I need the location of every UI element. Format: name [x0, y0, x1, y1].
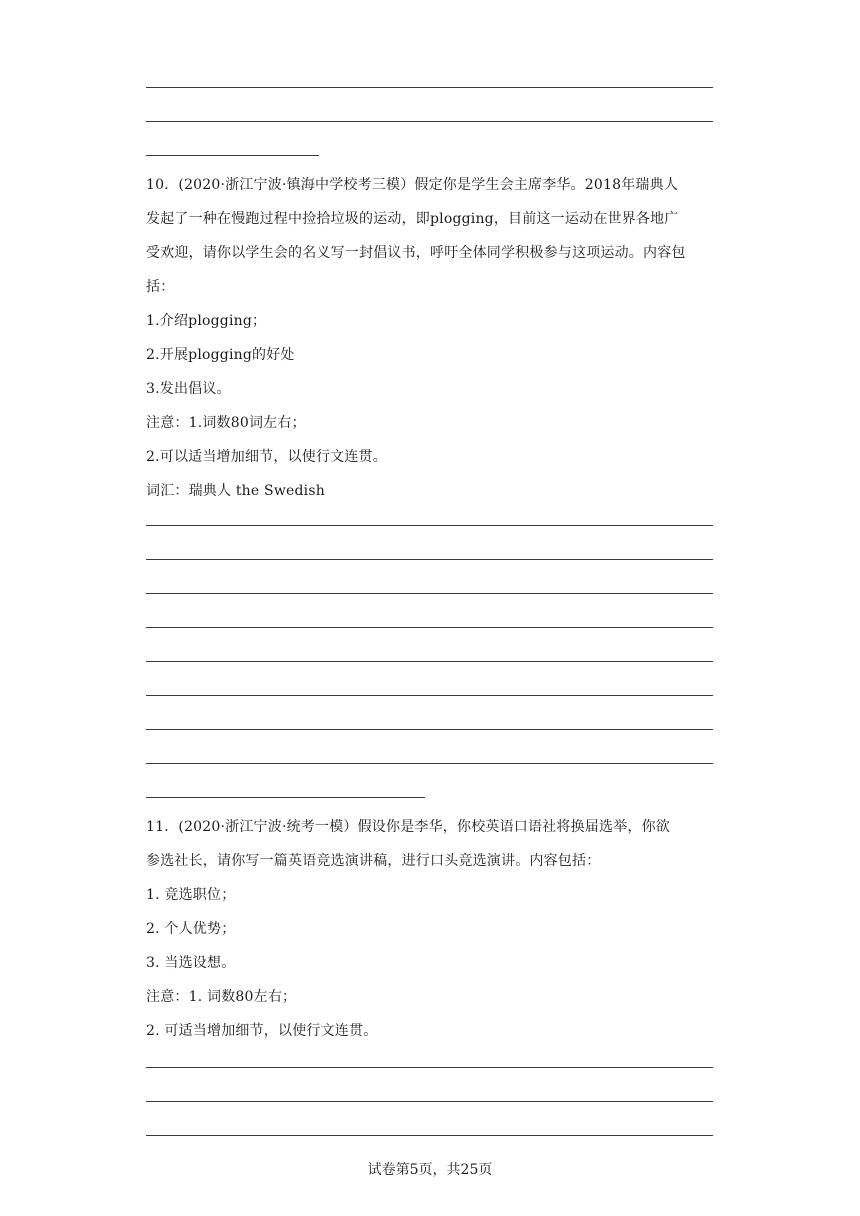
- q10-text-line-2: 发起了一种在慢跑过程中捡拾垃圾的运动，即plogging，目前这一运动在世界各地广: [146, 211, 679, 227]
- q10-text-line-3: 受欢迎，请你以学生会的名义写一封倡议书，呼吁全体同学积极参与这项运动。内容包: [146, 245, 686, 261]
- answer-line: [146, 87, 713, 88]
- q11-text-line-1: 11．(2020·浙江宁波·统考一模）假设你是李华，你校英语口语社将换届选举，你欲: [146, 819, 671, 835]
- answer-line: [146, 559, 713, 560]
- q10-text-line-4: 括：: [146, 279, 175, 295]
- answer-line-short: [146, 155, 319, 156]
- q10-note-2: 2.可以适当增加细节，以使行文连贯。: [146, 449, 387, 465]
- answer-line: [146, 121, 713, 122]
- q10-text-line-1: 10．(2020·浙江宁波·镇海中学校考三模）假定你是学生会主席李华。2018年瑞典人: [146, 177, 679, 193]
- q11-note-1: 注意：1. 词数80左右；: [146, 989, 297, 1005]
- answer-line-short: [146, 797, 425, 798]
- q11-item-2: 2. 个人优势；: [146, 921, 236, 937]
- q10-item-2: 2.开展plogging的好处: [146, 347, 295, 363]
- answer-line: [146, 1101, 713, 1102]
- q11-item-1: 1. 竞选职位；: [146, 887, 236, 903]
- answer-line: [146, 661, 713, 662]
- answer-line: [146, 695, 713, 696]
- q11-text-line-2: 参选社长，请你写一篇英语竞选演讲稿，进行口头竞选演讲。内容包括：: [146, 853, 601, 869]
- answer-line: [146, 627, 713, 628]
- answer-line: [146, 525, 713, 526]
- q11-item-3: 3. 当选设想。: [146, 955, 236, 971]
- answer-line: [146, 1067, 713, 1068]
- answer-line: [146, 593, 713, 594]
- answer-line: [146, 763, 713, 764]
- q10-item-1: 1.介绍plogging；: [146, 313, 267, 329]
- answer-line: [146, 1135, 713, 1136]
- q10-note-1: 注意：1.词数80词左右；: [146, 415, 306, 431]
- page-footer: 试卷第5页，共25页: [367, 1162, 493, 1178]
- answer-line: [146, 729, 713, 730]
- q11-note-2: 2. 可适当增加细节，以使行文连贯。: [146, 1023, 378, 1039]
- q10-vocab: 词汇：瑞典人 the Swedish: [146, 483, 325, 499]
- q10-item-3: 3.发出倡议。: [146, 381, 231, 397]
